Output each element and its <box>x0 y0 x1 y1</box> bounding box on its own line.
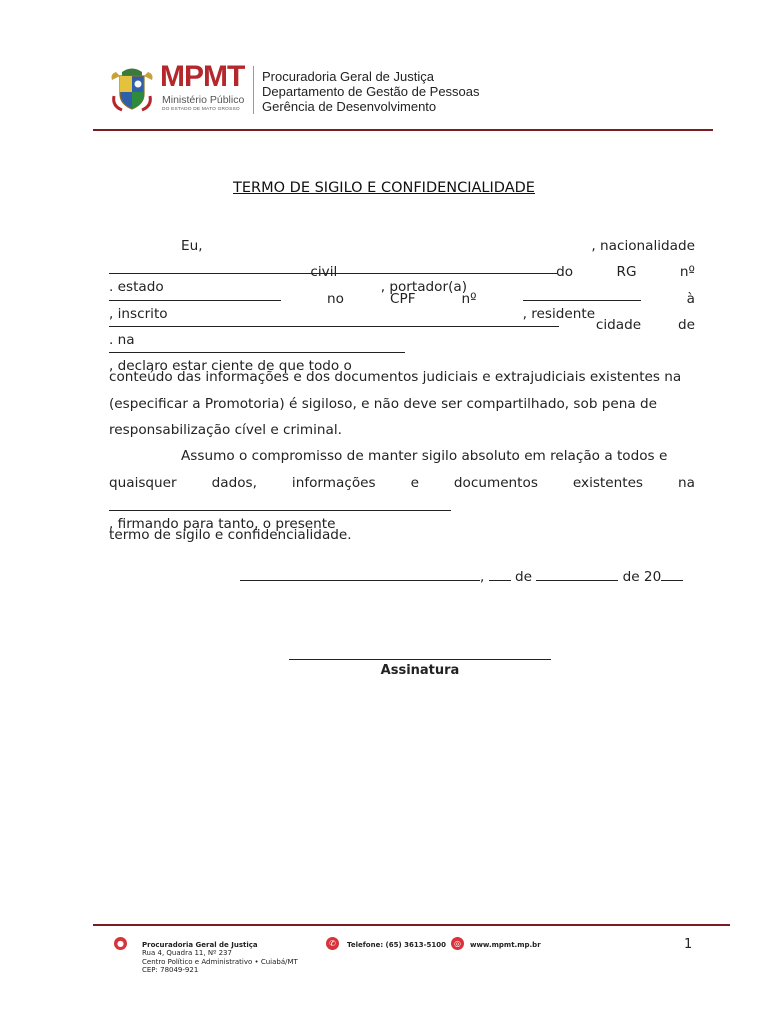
header-divider <box>253 66 254 114</box>
brand-state: DO ESTADO DE MATO GROSSO <box>162 107 240 112</box>
cpf-blank[interactable] <box>523 286 641 301</box>
text-rg: RG <box>616 264 637 281</box>
text-word: informações <box>291 474 376 491</box>
nationality-blank[interactable] <box>109 259 267 274</box>
text-inscrito: , inscrito <box>109 305 168 322</box>
footer-address-line: Rua 4, Quadra 11, Nº 237 <box>142 949 232 958</box>
location-icon: ● <box>114 937 127 950</box>
text-no: nº <box>461 290 477 307</box>
org-line: Departamento de Gestão de Pessoas <box>262 84 480 99</box>
text-line <box>109 496 695 532</box>
footer-rule <box>93 924 730 926</box>
day-blank[interactable] <box>489 566 511 581</box>
date-separator: , <box>480 569 489 585</box>
org-line: Procuradoria Geral de Justiça <box>262 69 434 84</box>
text-no: no <box>327 290 344 307</box>
coat-of-arms-icon <box>108 66 156 112</box>
text-line <box>109 391 695 417</box>
phone-icon: ✆ <box>326 937 339 950</box>
signature-line[interactable] <box>289 659 551 660</box>
year-blank[interactable] <box>661 566 683 581</box>
globe-icon: ◎ <box>451 937 464 950</box>
org-line: Gerência de Desenvolvimento <box>262 99 437 114</box>
text-cpf: CPF <box>390 290 416 307</box>
month-blank[interactable] <box>536 566 618 581</box>
footer-phone: Telefone: (65) 3613-5100 <box>347 941 447 949</box>
city-blank[interactable] <box>109 338 405 353</box>
date-de: de <box>510 569 537 585</box>
rg-blank[interactable] <box>109 286 281 301</box>
text-word: quaisquer <box>109 474 177 491</box>
text-residente: , residente <box>522 305 596 322</box>
footer-address-line: Procuradoria Geral de Justiça <box>142 941 258 949</box>
text-estado: . estado <box>109 279 164 296</box>
text-word: existentes <box>572 474 644 491</box>
document-title: TERMO DE SIGILO E CONFIDENCIALIDADE <box>233 180 535 196</box>
text-line <box>109 443 695 469</box>
signature-label: Assinatura <box>380 663 460 678</box>
text-line <box>109 470 695 496</box>
place-blank[interactable] <box>240 566 480 581</box>
page-number: 1 <box>684 937 693 952</box>
footer-address <box>142 941 298 975</box>
text-compromisso: Assumo o compromisso de manter sigilo absoluto em relação a todos e <box>181 448 668 465</box>
marital-status-blank[interactable] <box>381 259 513 274</box>
text-a: à <box>686 290 695 307</box>
text-do: do <box>556 264 574 281</box>
text-civil: civil <box>310 264 338 281</box>
text-line-6: conteúdo das informações e dos documentos judiciais e extrajudiciais existentes na <box>109 369 682 386</box>
document-body <box>109 233 695 549</box>
text-line <box>109 312 695 348</box>
organization-lines <box>262 69 480 114</box>
text-line <box>109 286 695 322</box>
text-cidade: cidade <box>595 316 642 333</box>
text-firmando: , firmando para tanto, o presente <box>109 515 336 532</box>
date-line <box>240 566 683 585</box>
text-word: na <box>678 474 695 491</box>
address-blank[interactable] <box>109 312 559 327</box>
footer-website[interactable]: www.mpmt.mp.br <box>470 941 541 949</box>
text-portador: , portador(a) <box>380 279 468 296</box>
text-word: dados, <box>211 474 257 491</box>
letterhead <box>108 62 708 122</box>
text-line-7: (especificar a Promotoria) é sigiloso, e não deve ser compartilhado, sob pena de <box>109 395 658 412</box>
brand-subtitle: Ministério Público <box>162 94 245 106</box>
text-nacionalidade: , nacionalidade <box>591 238 695 254</box>
footer-address-line: Centro Político e Administrativo • Cuiabá/MT <box>142 957 298 966</box>
location-blank[interactable] <box>109 496 451 511</box>
text-line <box>109 233 695 259</box>
text-eu: Eu, <box>181 238 203 254</box>
date-year-prefix: de 20 <box>618 569 662 585</box>
footer-address-line: CEP: 78049-921 <box>142 966 199 975</box>
text-line <box>109 417 695 443</box>
text-word: documentos <box>453 474 538 491</box>
brand-mark: MPMT <box>160 60 245 93</box>
header-rule <box>93 129 713 131</box>
text-line <box>109 259 695 296</box>
text-declaro: , declaro estar ciente de que todo o <box>109 358 352 375</box>
text-word: e <box>410 474 419 491</box>
text-line <box>109 338 695 375</box>
text-termo: termo de sigilo e confidencialidade. <box>109 527 352 544</box>
text-no: nº <box>679 264 695 281</box>
text-na: . na <box>109 331 135 348</box>
text-de: de <box>677 316 695 333</box>
text-line <box>109 364 695 390</box>
text-line-8: responsabilização cível e criminal. <box>109 422 342 439</box>
